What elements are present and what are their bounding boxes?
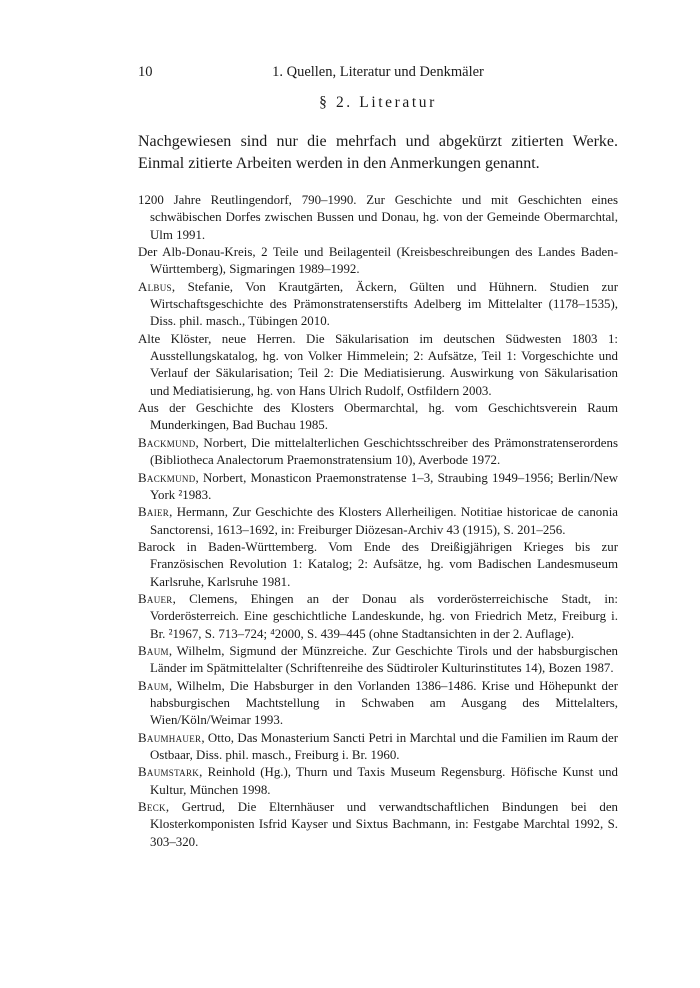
bibliography-entry	[138, 730, 618, 765]
entry-text: , Clemens, Ehingen an der Donau als vorderösterreichische Stadt, in: Vorderösterreich. Eine geschichtliche Landeskunde, hg. von Friedrich Metz, Freiburg i. Br. ²1967, S. 713–724; ⁴2000, S. 439–445 (ohne Stadtansichten in der 2. Auflage).	[150, 591, 618, 641]
entry-text: , Stefanie, Von Krautgärten, Äckern, Gülten und Hühnern. Studien zur Wirtschaftsgeschichte des Prämonstratenserstifts Adelberg im Mittelalter (1178–1535), Diss. phil. masch., Tübingen 2010.	[150, 279, 618, 329]
bibliography-entry	[138, 435, 618, 470]
bibliography-entry	[138, 539, 618, 591]
running-head	[138, 64, 618, 84]
entry-text: , Wilhelm, Die Habsburger in den Vorlanden 1386–1486. Krise und Höhepunkt der habsburgischen Machtstellung in Schwaben am Ausgang des Mittelalters, Wien/Köln/Weimar 1993.	[150, 678, 618, 728]
entry-author: Backmund	[138, 470, 196, 485]
entry-text: , Wilhelm, Sigmund der Münzreiche. Zur Geschichte Tirols und der habsburgischen Länder im Spätmittelalter (Schriftenreihe des Südtiroler Kulturinstitutes 14), Bozen 1987.	[150, 643, 618, 676]
entry-text: , Gertrud, Die Elternhäuser und verwandtschaftlichen Bindungen bei den Klosterkomponisten Isfrid Kayser und Sixtus Bachmann, in: Festgabe Marchtal 1992, S. 303–320.	[150, 800, 618, 849]
bibliography-entry	[138, 244, 618, 279]
entry-author: Bauer	[138, 591, 173, 606]
entry-author: Baier	[138, 505, 170, 520]
entry-text: , Hermann, Zur Geschichte des Klosters Allerheiligen. Notitiae historicae de canonia Sanctorensi, 1613–1692, in: Freiburger Diözesan-Archiv 43 (1915), S. 201–256.	[150, 505, 618, 537]
entry-text: 1200 Jahre Reutlingendorf, 790–1990. Zur Geschichte und mit Geschichten eines schwäbischen Dorfes zwischen Bussen und Donau, hg. von der Gemeinde Obermarchtal, Ulm 1991.	[138, 193, 618, 242]
entry-text: Barock in Baden-Württemberg. Vom Ende des Dreißigjährigen Krieges bis zur Französischen Revolution 1: Katalog; 2: Aufsätze, hg. vom Badischen Landesmuseum Karlsruhe, Karlsruhe 1981.	[138, 539, 618, 589]
entry-author: Beck	[138, 800, 166, 815]
section-title: § 2. Literatur	[319, 94, 437, 111]
bibliography-entry	[138, 643, 618, 678]
entry-author: Baum	[138, 643, 169, 658]
entry-author: Baumhauer	[138, 730, 202, 745]
bibliography-entry	[138, 331, 618, 400]
entry-author: Backmund	[138, 435, 196, 450]
bibliography-entry	[138, 591, 618, 643]
intro-paragraph: Nachgewiesen sind nur die mehrfach und abgekürzt zitierten Werke. Einmal zitierte Arbeiten werden in den Anmerkungen genannt.	[138, 133, 618, 172]
entry-text: Aus der Geschichte des Klosters Obermarchtal, hg. vom Geschichtsverein Raum Munderkingen, Bad Buchau 1985.	[138, 401, 618, 433]
running-title: 1. Quellen, Literatur und Denkmäler	[272, 64, 484, 80]
entry-text: , Norbert, Monasticon Praemonstratense 1–3, Straubing 1949–1956; Berlin/New York ²1983.	[150, 470, 618, 502]
page-number: 10	[138, 64, 153, 80]
bibliography-entry	[138, 279, 618, 331]
bibliography-entry	[138, 470, 618, 505]
bibliography-entry	[138, 504, 618, 539]
entry-text: Alte Klöster, neue Herren. Die Säkularisation im deutschen Südwesten 1803 1: Ausstellungskatalog, hg. von Volker Himmelein; 2: Aufsätze, Teil 1: Vorgeschichte und Verlauf der Säkularisation; Teil 2: Die Mediatisierung. Auswirkung von Säkularisation und Mediatisierung, hg. von Hans Ulrich Rudolf, Ostfildern 2003.	[138, 331, 618, 398]
bibliography-entry	[138, 764, 618, 799]
entry-author: Baum	[138, 678, 169, 693]
bibliography-entry	[138, 192, 618, 244]
bibliography-entry	[138, 799, 618, 851]
bibliography-list	[138, 192, 618, 851]
entry-text: , Norbert, Die mittelalterlichen Geschichtsschreiber des Prämonstratenserordens (Bibliotheca Analectorum Praemonstratensium 10), Averbode 1972.	[150, 435, 618, 468]
bibliography-entry	[138, 400, 618, 435]
bibliography-entry	[138, 678, 618, 730]
entry-author: Baumstark	[138, 765, 200, 780]
entry-author: Albus	[138, 279, 172, 294]
entry-text: Der Alb-Donau-Kreis, 2 Teile und Beilagenteil (Kreisbeschreibungen des Landes Baden-Württemberg), Sigmaringen 1989–1992.	[138, 245, 618, 277]
entry-text: , Reinhold (Hg.), Thurn und Taxis Museum Regensburg. Höfische Kunst und Kultur, München 1998.	[150, 765, 618, 797]
entry-text: , Otto, Das Monasterium Sancti Petri in Marchtal und die Familien im Raum der Ostbaar, Diss. phil. masch., Freiburg i. Br. 1960.	[150, 730, 618, 762]
